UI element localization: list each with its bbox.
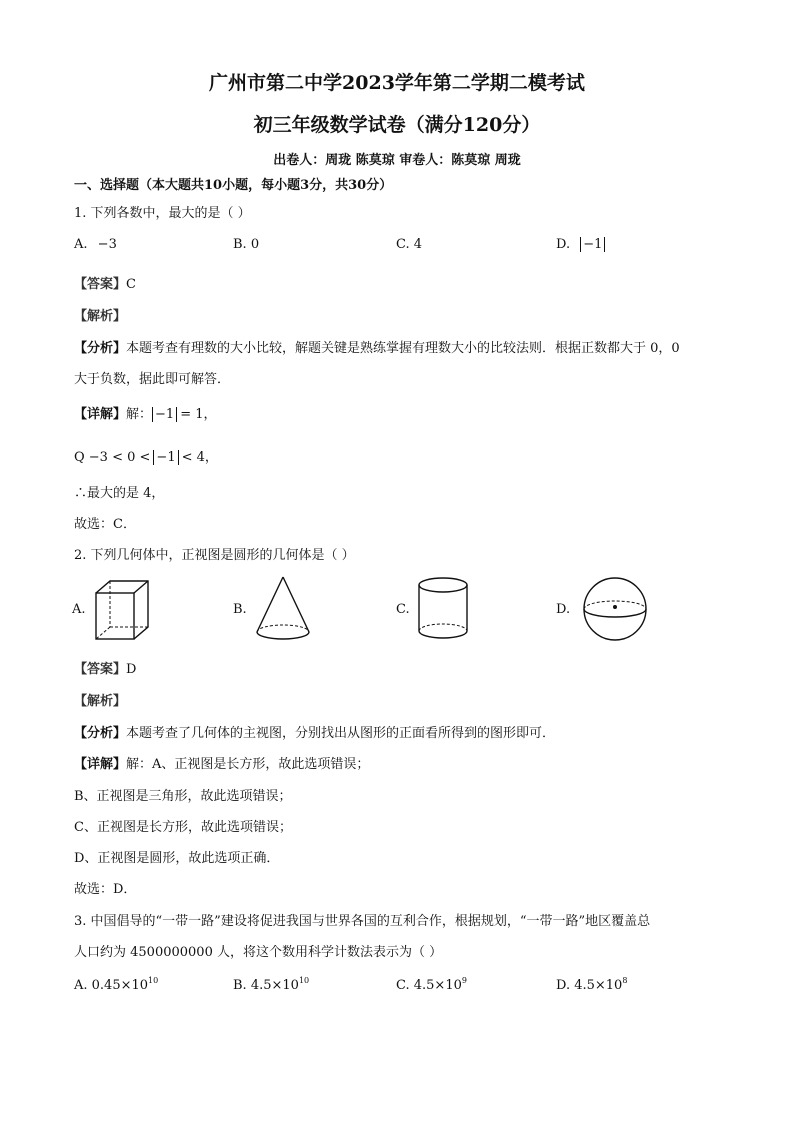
- q1-option-d-label: D.: [556, 237, 571, 252]
- q3-option-a-base: A. 0.45×10: [74, 978, 149, 993]
- cylinder-figure: [413, 574, 473, 644]
- q3-option-c-exp: 9: [461, 976, 467, 985]
- q1-line3: ∴最大的是 4，: [74, 486, 165, 501]
- fenxi-tag: 【分析】: [74, 726, 127, 741]
- q3-stem-cont: 人口约为 4500000000 人，将这个数用科学计数法表示为（ ）: [74, 945, 443, 960]
- exam-title: 广州市第二中学2023学年第二学期二模考试: [209, 72, 585, 94]
- detail-pre: 解：: [126, 407, 153, 422]
- q3-option-d: [556, 976, 627, 993]
- q1-line2: [74, 446, 218, 465]
- q3-option-a-exp: 10: [148, 976, 159, 985]
- author-line: 出卷人：周珑 陈莫琼 审卷人：陈莫琼 周珑: [273, 153, 521, 168]
- fenxi-tag: 【分析】: [74, 341, 127, 356]
- q2-option-d-label: D.: [556, 602, 571, 617]
- q1-option-b: B. 0: [233, 237, 260, 252]
- q2-detail-b: B、正视图是三角形，故此选项错误；: [74, 789, 292, 804]
- q1-analysis-tag: 【解析】: [74, 309, 127, 324]
- q3-option-b-base: B. 4.5×10: [233, 978, 299, 993]
- q1-option-d-value: −1: [580, 237, 605, 252]
- q3-option-a: [74, 976, 158, 993]
- q2-answer: [74, 658, 136, 677]
- sphere-figure: [578, 576, 652, 642]
- q3-option-c: [396, 976, 467, 993]
- line2-post: < 4，: [181, 450, 218, 465]
- cone-figure: [252, 574, 314, 644]
- answer-tag: 【答案】: [74, 277, 127, 292]
- q2-analysis-tag: 【解析】: [74, 694, 127, 709]
- detail-text: 解：A、正视图是长方形，故此选项错误；: [126, 757, 370, 772]
- q3-option-b: [233, 976, 309, 993]
- q1-line4: 故选：C．: [74, 517, 136, 532]
- line2-abs: −1: [153, 450, 178, 465]
- q1-stem: 1. 下列各数中，最大的是（ ）: [74, 206, 251, 221]
- q1-option-c: C. 4: [396, 237, 423, 252]
- q2-fenxi: [74, 722, 555, 741]
- q1-answer: [74, 273, 136, 292]
- q1-option-d: [556, 237, 605, 252]
- q2-option-a-label: A.: [72, 602, 86, 617]
- q3-option-d-exp: 8: [622, 976, 628, 985]
- cuboid-figure: [92, 577, 154, 643]
- fenxi-text: 本题考查了几何体的主视图，分别找出从图形的正面看所得到的图形即可．: [126, 726, 556, 741]
- fenxi-text: 本题考查有理数的大小比较，解题关键是熟练掌握有理数大小的比较法则．根据正数都大于 0，0: [126, 341, 680, 356]
- q3-option-d-base: D. 4.5×10: [556, 978, 623, 993]
- q1-option-a-value: −3: [97, 237, 117, 252]
- detail-tag: 【详解】: [74, 407, 127, 422]
- answer-value: C: [126, 277, 136, 292]
- line2-pre: Q −3 < 0 <: [74, 450, 151, 465]
- q1-option-a: [74, 237, 117, 252]
- q3-option-c-base: C. 4.5×10: [396, 978, 462, 993]
- q2-detail-d: D、正视图是圆形，故此选项正确．: [74, 851, 280, 866]
- detail-post: = 1，: [180, 407, 217, 422]
- answer-tag: 【答案】: [74, 662, 127, 677]
- q2-detail-c: C、正视图是长方形，故此选项错误；: [74, 820, 292, 835]
- section-heading: 一、选择题（本大题共10小题，每小题3分，共30分）: [74, 178, 393, 193]
- q2-option-b-label: B.: [233, 602, 247, 617]
- q2-option-c-label: C.: [396, 602, 410, 617]
- detail-tag: 【详解】: [74, 757, 127, 772]
- q1-fenxi-cont: 大于负数，据此即可解答．: [74, 372, 231, 387]
- q1-fenxi: [74, 337, 680, 356]
- q3-option-b-exp: 10: [298, 976, 310, 985]
- q2-conclusion: 故选：D．: [74, 882, 137, 897]
- q1-option-a-label: A.: [74, 237, 88, 252]
- q3-stem: 3. 中国倡导的“一带一路”建设将促进我国与世界各国的互利合作，根据规划，“一带一路”地区覆盖总: [74, 914, 651, 929]
- q2-detail: [74, 753, 369, 772]
- exam-subtitle: 初三年级数学试卷（满分120分）: [253, 114, 541, 136]
- q2-stem: 2. 下列几何体中，正视图是圆形的几何体是（ ）: [74, 548, 355, 563]
- detail-abs: −1: [152, 407, 177, 422]
- q1-detail: [74, 403, 217, 422]
- answer-value: D: [126, 662, 137, 677]
